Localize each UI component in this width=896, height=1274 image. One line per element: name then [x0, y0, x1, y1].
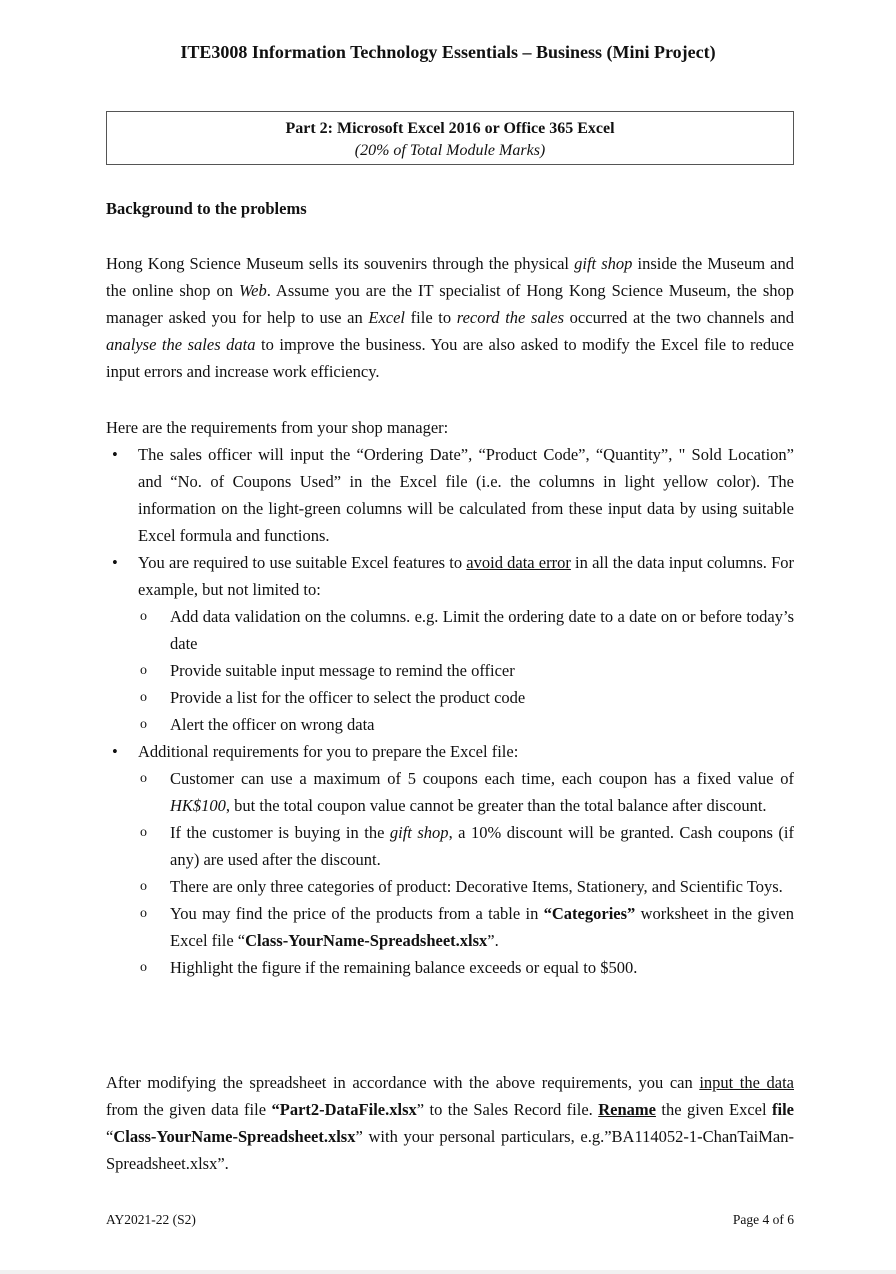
- requirement-subitem: [106, 900, 794, 954]
- text-run: occurred at the two channels and: [564, 308, 795, 327]
- instructions-paragraph: [106, 1069, 794, 1177]
- requirement-subitem: [106, 684, 794, 711]
- text-run: Customer can use a maximum of 5 coupons each time, each coupon has a fixed value of: [170, 769, 794, 788]
- text-run: avoid data error: [466, 553, 571, 572]
- requirement-subitem: [106, 765, 794, 819]
- requirements-intro: Here are the requirements from your shop manager:: [106, 418, 449, 437]
- text-run: If the customer is buying in the: [170, 823, 390, 842]
- text-run: Provide suitable input message to remind the officer: [170, 661, 515, 680]
- part-title-box: [106, 111, 794, 165]
- part-title: Part 2: Microsoft Excel 2016 or Office 365 Excel: [285, 120, 615, 137]
- text-run: worksheet in the given Excel file “: [170, 904, 794, 950]
- document-header-title: ITE3008 Information Technology Essentials – Business (Mini Project): [180, 42, 716, 62]
- text-run: After modifying the spreadsheet in accordance with the above requirements, you can: [106, 1073, 700, 1092]
- sub-bullet-icon: o: [140, 906, 147, 921]
- text-run: Class-YourName-Spreadsheet.xlsx: [245, 931, 488, 950]
- text-run: the given Excel: [655, 1100, 773, 1119]
- text-run: HK$100: [170, 796, 226, 815]
- bullet-icon: •: [112, 553, 118, 572]
- sub-bullet-icon: o: [140, 825, 147, 840]
- text-run: file: [772, 1100, 795, 1119]
- text-run: “Categories”: [543, 904, 636, 923]
- text-run: input the data: [699, 1073, 795, 1092]
- text-run: Highlight the figure if the remaining balance exceeds or equal to $500.: [170, 958, 638, 977]
- text-run: “Part2-DataFile.xlsx: [271, 1100, 417, 1119]
- sub-bullet-icon: o: [140, 690, 147, 705]
- sub-bullet-icon: o: [140, 771, 147, 786]
- text-run: , but the total coupon value cannot be greater than the total balance after discount.: [225, 796, 767, 815]
- text-run: inside the Museum and the online shop on: [106, 254, 794, 300]
- text-run: You are required to use suitable Excel features to: [138, 553, 467, 572]
- sub-bullet-icon: o: [140, 609, 147, 624]
- section-heading: Background to the problems: [106, 199, 307, 218]
- requirement-subitem: [106, 819, 794, 873]
- requirement-item: [106, 738, 794, 765]
- text-run: file to: [405, 308, 457, 327]
- requirement-subitem: [106, 873, 794, 900]
- text-run: Web: [238, 281, 267, 300]
- text-run: There are only three categories of product: Decorative Items, Stationery, and Scientific Toys.: [170, 877, 783, 896]
- requirement-subitem: [106, 603, 794, 657]
- text-run: gift shop: [574, 254, 633, 273]
- text-run: You may find the price of the products from a table in: [170, 904, 544, 923]
- text-run: Provide a list for the officer to select the product code: [170, 688, 526, 707]
- text-run: ” with your personal particulars, e.g.”BA114052-1-ChanTaiMan-Spreadsheet.xlsx”.: [106, 1127, 794, 1173]
- text-run: Excel: [368, 308, 406, 327]
- text-run: . Assume you are the IT specialist of Hong Kong Science Museum, the shop manager asked you for help to use an: [106, 281, 794, 327]
- text-run: Hong Kong Science Museum sells its souvenirs through the physical: [106, 254, 575, 273]
- text-run: Alert the officer on wrong data: [170, 715, 375, 734]
- text-run: Additional requirements for you to prepare the Excel file:: [138, 742, 519, 761]
- text-run: in all the data input columns. For example, but not limited to:: [138, 553, 795, 599]
- requirement-item: [106, 549, 794, 603]
- bullet-icon: •: [112, 445, 118, 464]
- background-paragraph: [106, 250, 794, 385]
- text-run: The sales officer will input the “Ordering Date”, “Product Code”, “Quantity”, " Sold Location” and “No. of Coupons Used” in the Excel file (i.e. the columns in light yellow color). The information on the light-green columns will be calculated from these input data by using suitable Excel formula and functions.: [138, 445, 794, 545]
- footer-term: AY2021-22 (S2): [106, 1212, 196, 1227]
- text-run: from the given data file: [106, 1100, 272, 1119]
- text-run: to improve the business. You are also asked to modify the Excel file to reduce input errors and increase work efficiency.: [106, 335, 794, 381]
- text-run: ” to the Sales Record file.: [416, 1100, 599, 1119]
- text-run: Add data validation on the columns. e.g. Limit the ordering date to a date on or before today’s date: [170, 607, 794, 653]
- requirement-subitem: [106, 711, 794, 738]
- sub-bullet-icon: o: [140, 960, 147, 975]
- text-run: analyse the sales data: [106, 335, 256, 354]
- requirement-item: [106, 441, 794, 549]
- text-run: record the sales: [456, 308, 565, 327]
- requirement-subitem: [106, 657, 794, 684]
- sub-bullet-icon: o: [140, 879, 147, 894]
- part-marks-weight: (20% of Total Module Marks): [354, 142, 546, 159]
- text-run: ”.: [487, 931, 499, 950]
- page-footer: [106, 1212, 794, 1228]
- text-run: “: [106, 1127, 114, 1146]
- bullet-icon: •: [112, 742, 118, 761]
- text-run: Class-YourName-Spreadsheet.xlsx: [113, 1127, 356, 1146]
- page-bottom-edge: [0, 1270, 896, 1274]
- text-run: gift shop: [389, 823, 449, 842]
- text-run: , a 10% discount will be granted. Cash coupons (if any) are used after the discount.: [170, 823, 794, 869]
- sub-bullet-icon: o: [140, 717, 147, 732]
- text-run: Rename: [598, 1100, 656, 1119]
- footer-page-number: Page 4 of 6: [732, 1212, 794, 1227]
- sub-bullet-icon: o: [140, 663, 147, 678]
- requirement-subitem: [106, 954, 794, 981]
- requirements-list: [106, 441, 794, 981]
